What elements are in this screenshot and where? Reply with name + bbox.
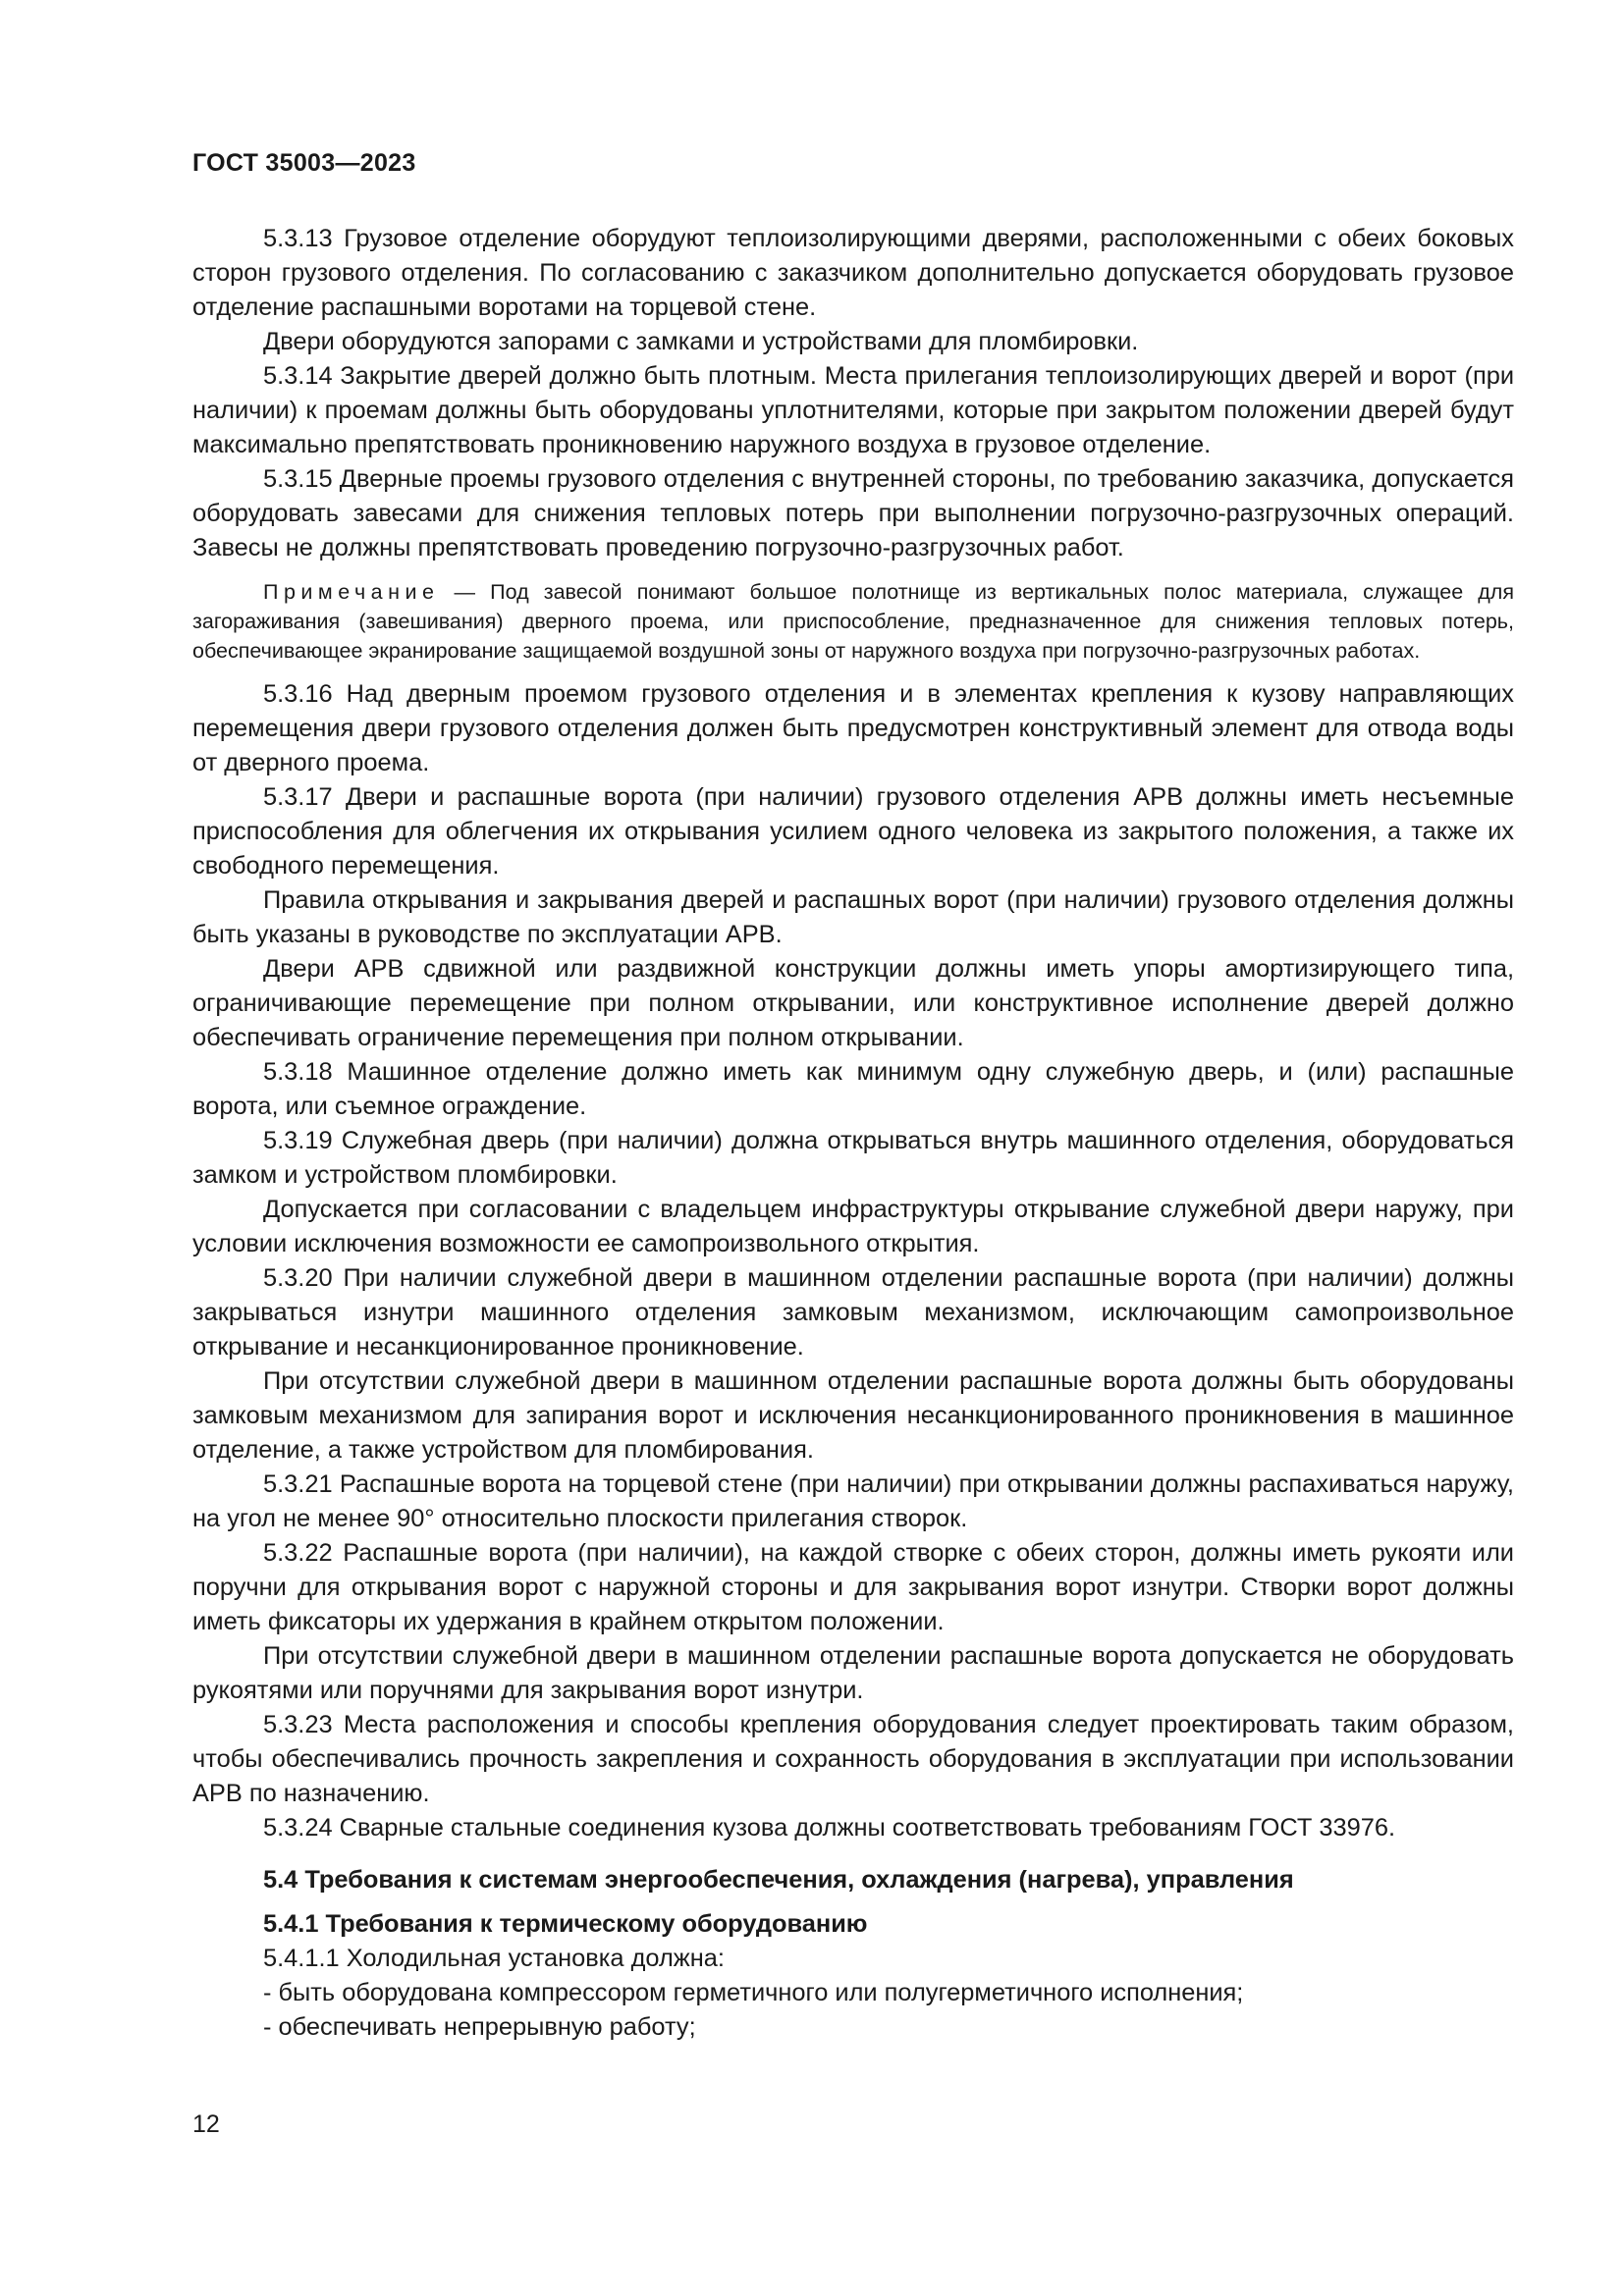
paragraph-5-3-17: 5.3.17 Двери и распашные ворота (при наличии) грузового отделения АРВ должны иметь несъемные приспособления для облегчения их открывания усилием одного человека из закрытого положения, а также их свободного перемещения.: [192, 783, 1514, 880]
paragraph-5-3-16: 5.3.16 Над дверным проемом грузового отделения и в элементах крепления к кузову направляющих перемещения двери грузового отделения должен быть предусмотрен конструктивный элемент для отвода воды от дверного проема.: [192, 680, 1514, 776]
paragraph-5-3-13: 5.3.13 Грузовое отделение оборудуют теплоизолирующими дверями, расположенными с обеих боковых сторон грузового отделения. По согласованию с заказчиком дополнительно допускается оборудовать грузовое отделение распашными воротами на торцевой стене.: [192, 225, 1514, 321]
paragraph: Допускается при согласовании с владельцем инфраструктуры открывание служебной двери наружу, при условии исключения возможности ее самопроизвольного открытия.: [192, 1196, 1514, 1257]
paragraph-5-3-18: 5.3.18 Машинное отделение должно иметь как минимум одну служебную дверь, и (или) распашные ворота, или съемное ограждение.: [192, 1058, 1514, 1120]
paragraph-5-3-15: 5.3.15 Дверные проемы грузового отделения с внутренней стороны, по требованию заказчика, допускается оборудовать завесами для снижения тепловых потерь при выполнении погрузочно-разгрузочных операций. Завесы не должны препятствовать проведению погрузочно-разгрузочных работ.: [192, 465, 1514, 561]
document-header: ГОСТ 35003—2023: [192, 149, 416, 177]
paragraph: Двери оборудуются запорами с замками и устройствами для пломбировки.: [263, 328, 1139, 355]
paragraph: Правила открывания и закрывания дверей и распашных ворот (при наличии) грузового отделения должны быть указаны в руководстве по эксплуатации АРВ.: [192, 886, 1514, 948]
paragraph-5-4-1-1: 5.4.1.1 Холодильная установка должна:: [263, 1945, 725, 1972]
paragraph-5-3-24: 5.3.24 Сварные стальные соединения кузова должны соответствовать требованиям ГОСТ 33976.: [263, 1814, 1396, 1842]
note-text: — Под завесой понимают большое полотнище из вертикальных полос материала, служащее для загораживания (завешивания) дверного проема, или приспособление, предназначенное для снижения тепловых потерь, обеспечивающее экранирование защищаемой воздушной зоны от наружного воздуха при погрузочно-разгрузочных работах.: [192, 580, 1514, 663]
paragraph: При отсутствии служебной двери в машинном отделении распашные ворота допускается не оборудовать рукоятями или поручнями для закрывания ворот изнутри.: [192, 1642, 1514, 1704]
paragraph-5-3-23: 5.3.23 Места расположения и способы крепления оборудования следует проектировать таким образом, чтобы обеспечивались прочность закрепления и сохранность оборудования в эксплуатации при использовании АРВ по назначению.: [192, 1711, 1514, 1807]
paragraph-5-3-20: 5.3.20 При наличии служебной двери в машинном отделении распашные ворота (при наличии) должны закрываться изнутри машинного отделения замковым механизмом, исключающим самопроизвольное открывание и несанкционированное проникновение.: [192, 1264, 1514, 1361]
paragraph: Двери АРВ сдвижной или раздвижной конструкции должны иметь упоры амортизирующего типа, ограничивающие перемещение при полном открывании, или конструктивное исполнение дверей должно обеспечивать ограничение перемещения при полном открывании.: [192, 955, 1514, 1051]
paragraph: При отсутствии служебной двери в машинном отделении распашные ворота должны быть оборудованы замковым механизмом для запирания ворот и исключения несанкционированного проникновения в машинное отделение, а также устройством для пломбирования.: [192, 1367, 1514, 1464]
paragraph-5-3-21: 5.3.21 Распашные ворота на торцевой стене (при наличии) при открывании должны распахиваться наружу, на угол не менее 90° относительно плоскости прилегания створок.: [192, 1470, 1514, 1532]
note-label: Примечание: [263, 580, 440, 604]
section-heading-5-4: 5.4 Требования к системам энергообеспечения, охлаждения (нагрева), управления: [263, 1866, 1294, 1894]
subsection-heading-5-4-1: 5.4.1 Требования к термическому оборудованию: [263, 1910, 868, 1938]
paragraph-5-3-22: 5.3.22 Распашные ворота (при наличии), на каждой створке с обеих сторон, должны иметь рукояти или поручни для открывания ворот с наружной стороны и для закрывания ворот изнутри. Створки ворот должны иметь фиксаторы их удержания в крайнем открытом положении.: [192, 1539, 1514, 1635]
paragraph-5-3-19: 5.3.19 Служебная дверь (при наличии) должна открываться внутрь машинного отделения, оборудоваться замком и устройством пломбировки.: [192, 1127, 1514, 1189]
page-number: 12: [192, 2110, 220, 2138]
list-item: - обеспечивать непрерывную работу;: [263, 2013, 696, 2041]
document-body: [192, 222, 1514, 2045]
note: [192, 577, 1514, 666]
list-item: - быть оборудована компрессором герметичного или полугерметичного исполнения;: [263, 1979, 1244, 2006]
paragraph-5-3-14: 5.3.14 Закрытие дверей должно быть плотным. Места прилегания теплоизолирующих дверей и ворот (при наличии) к проемам должны быть оборудованы уплотнителями, которые при закрытом положении дверей будут максимально препятствовать проникновению наружного воздуха в грузовое отделение.: [192, 362, 1514, 458]
